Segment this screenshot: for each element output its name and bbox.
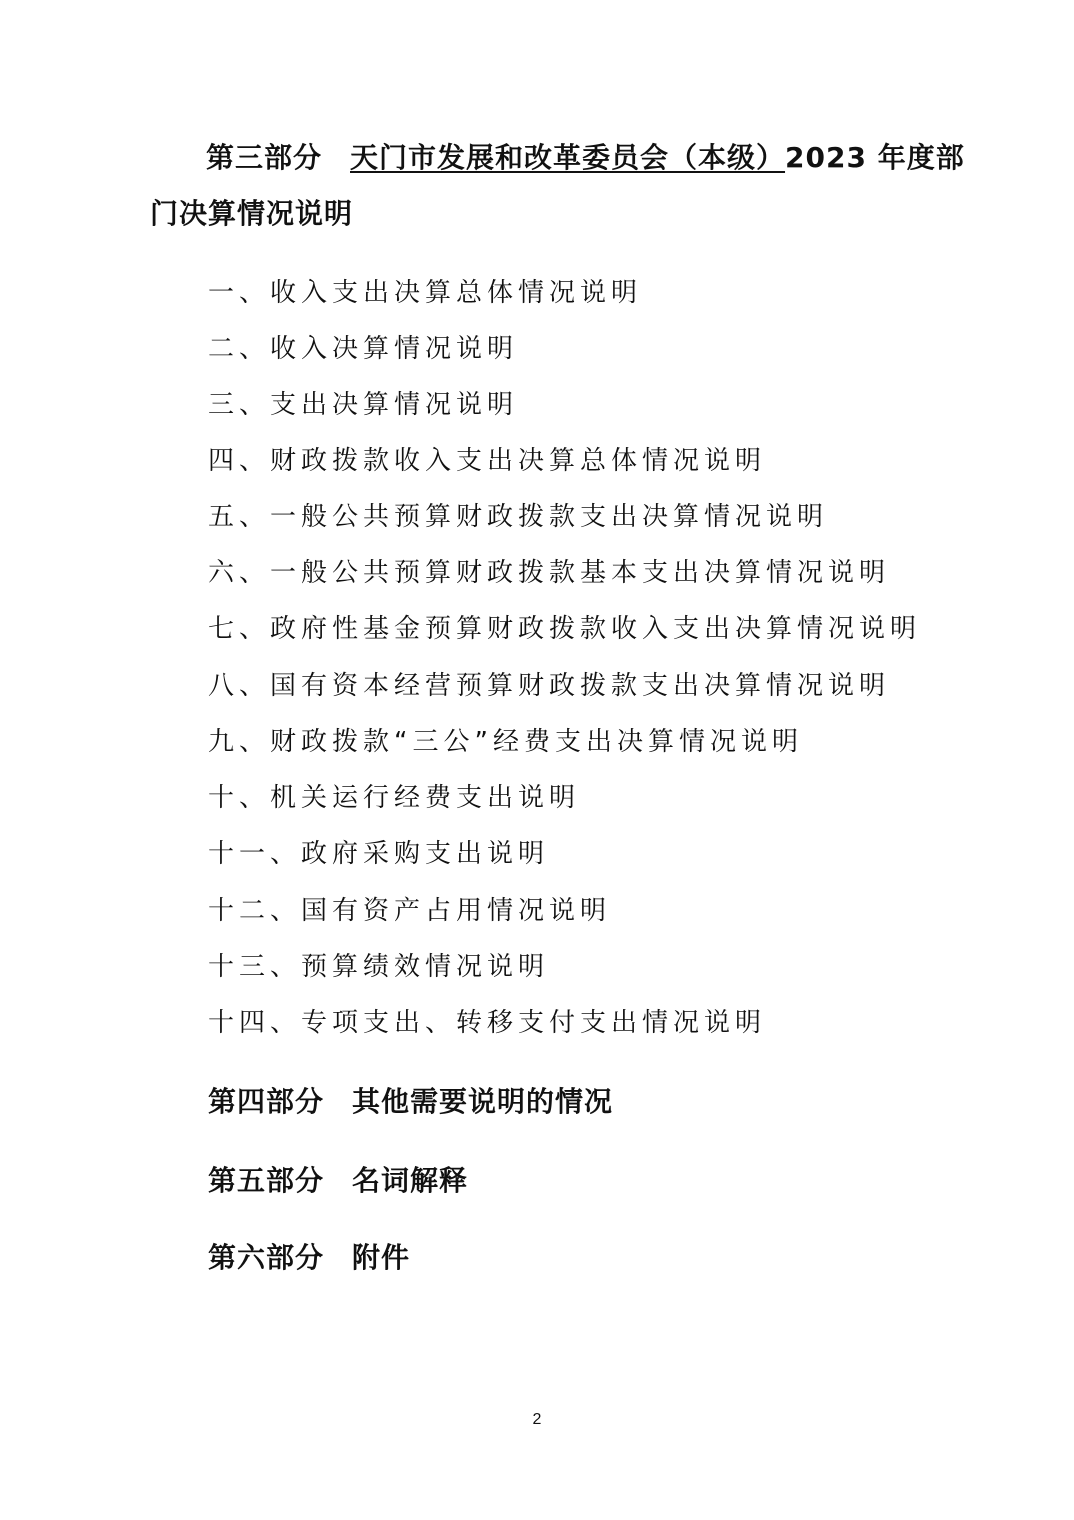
part-title: 其他需要说明的情况 xyxy=(352,1085,614,1118)
part-heading-5 xyxy=(208,1163,468,1199)
toc-item: 七、政府性基金预算财政拨款收入支出决算情况说明 xyxy=(208,614,922,644)
toc-item: 八、国有资本经营预算财政拨款支出决算情况说明 xyxy=(208,671,891,701)
part-heading-4 xyxy=(208,1084,613,1120)
section-heading-prefix: 第三部分 xyxy=(206,141,323,174)
toc-item: 十二、国有资产占用情况说明 xyxy=(208,896,612,926)
toc-item: 九、财政拨款“三公”经费支出决算情况说明 xyxy=(208,727,803,757)
section-heading-suffix: 2023 年度部 xyxy=(785,141,965,174)
toc-item: 三、支出决算情况说明 xyxy=(208,390,519,420)
part-heading-6 xyxy=(208,1240,410,1276)
section-heading-line2: 门决算情况说明 xyxy=(150,197,354,230)
toc-item: 五、一般公共预算财政拨款支出决算情况说明 xyxy=(208,502,829,532)
part-label: 第六部分 xyxy=(208,1241,325,1274)
toc-item: 六、一般公共预算财政拨款基本支出决算情况说明 xyxy=(208,558,891,588)
toc-item: 一、收入支出决算总体情况说明 xyxy=(208,278,643,308)
section-heading-line1 xyxy=(206,140,965,176)
toc-item: 十、机关运行经费支出说明 xyxy=(208,783,581,813)
part-label: 第五部分 xyxy=(208,1164,325,1197)
page-number: 2 xyxy=(532,1411,542,1428)
part-title: 附件 xyxy=(352,1241,411,1274)
toc-item: 十四、专项支出、转移支付支出情况说明 xyxy=(208,1008,767,1038)
toc-item: 十一、政府采购支出说明 xyxy=(208,839,550,869)
part-title: 名词解释 xyxy=(352,1164,469,1197)
toc-item: 十三、预算绩效情况说明 xyxy=(208,952,550,982)
part-label: 第四部分 xyxy=(208,1085,325,1118)
toc-item: 四、财政拨款收入支出决算总体情况说明 xyxy=(208,446,767,476)
section-heading-unit-name: 天门市发展和改革委员会（本级） xyxy=(350,141,786,174)
toc-item: 二、收入决算情况说明 xyxy=(208,334,519,364)
